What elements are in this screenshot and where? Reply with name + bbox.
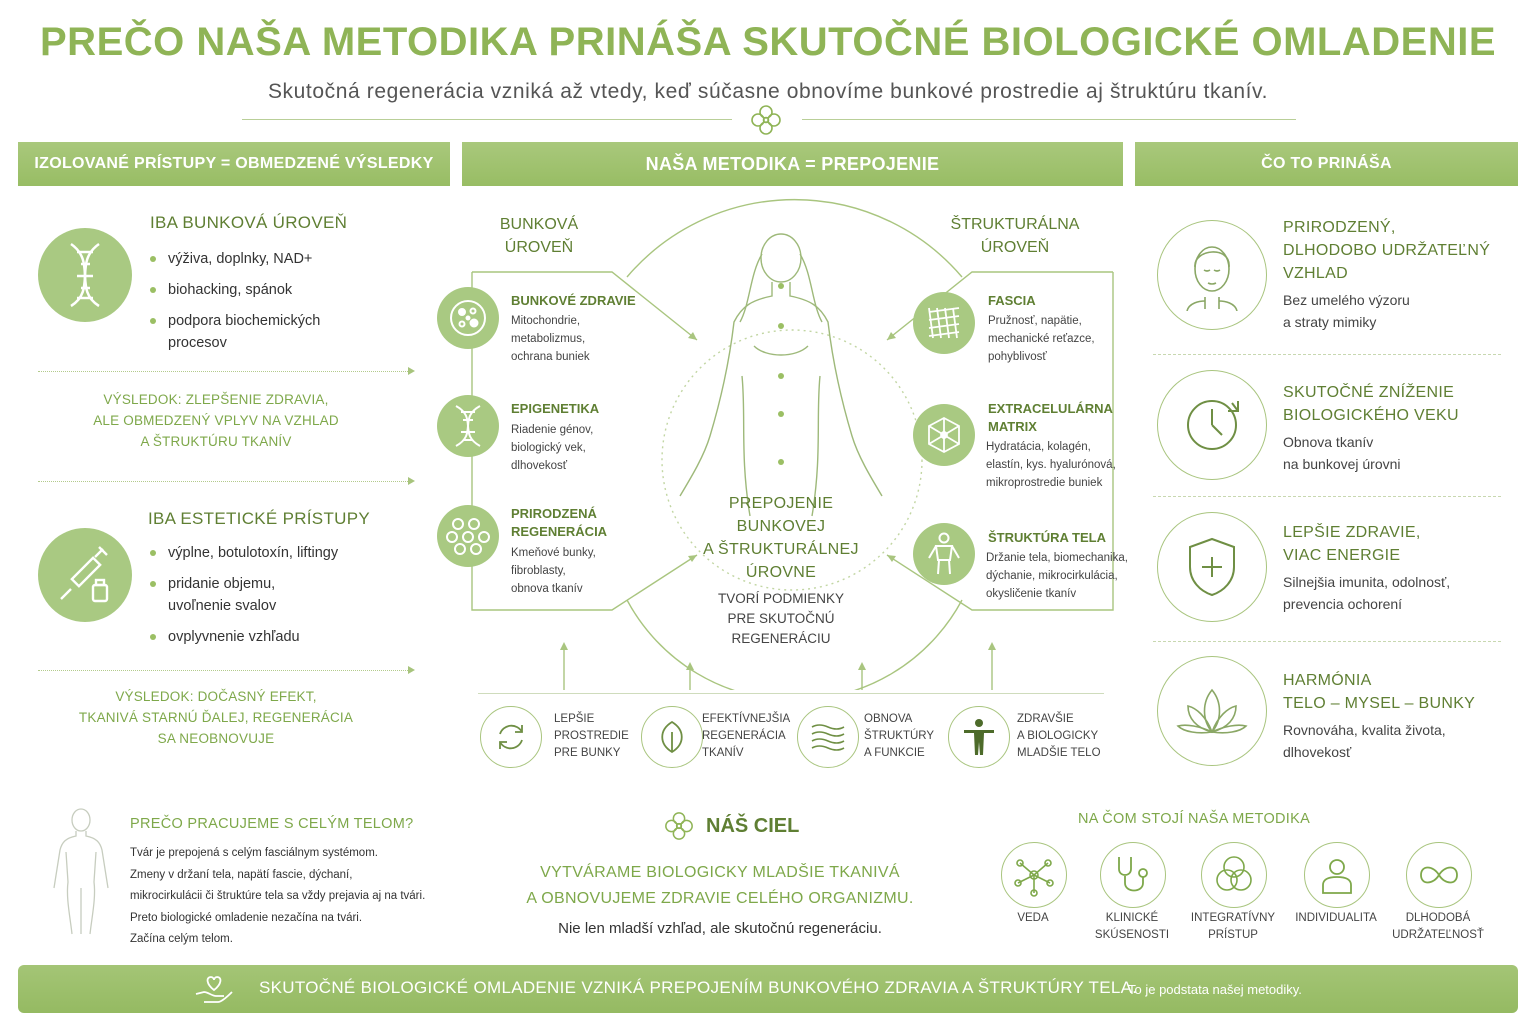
list-item: podpora biochemických procesov <box>148 310 358 354</box>
goal-text: Nie len mladší vzhľad, ale skutočnú regeneráciu. <box>558 920 882 937</box>
whole-body-text: Tvár je prepojená s celým fasciálnym systémom. Zmeny v držaní tela, napätí fascie, dýchaní, mikrocirkulácii či štruktúre tela sa vždy prejavia aj na tvári. Preto biologické omladenie nezačína na tvári. Začína celým telom. <box>130 847 426 945</box>
list-item: ovplyvnenie vzhľadu <box>148 626 388 648</box>
divider-left <box>242 119 732 120</box>
aesthetic-only-result: VÝSLEDOK: DOČASNÝ EFEKT, TKANIVÁ STARNÚ ĎALEJ, REGENERÁCIA SA NEOBNOVUJE <box>78 689 354 746</box>
arrow-right-icon <box>408 666 415 674</box>
column-header-isolated: IZOLOVANÉ PRÍSTUPY = OBMEDZENÉ VÝSLEDKY <box>18 142 450 186</box>
leaf-icon <box>641 706 703 768</box>
pillars-title: NA ČOM STOJÍ NAŠA METODIKA <box>1078 811 1311 827</box>
aesthetic-only-list <box>148 542 388 657</box>
cell-only-result: VÝSLEDOK: ZLEPŠENIE ZDRAVIA, ALE OBMEDZENÝ VPLYV NA VZHLAD A ŠTRUKTÚRU TKANÍV <box>93 392 339 449</box>
molecule-icon <box>1001 842 1067 908</box>
pillar-label: DLHODOBÁ UDRŽATEĽNOSŤ <box>1392 912 1484 941</box>
benefit-item: EFEKTÍVNEJŠIA REGENERÁCIA TKANÍV <box>702 713 791 759</box>
list-item: pridanie objemu, uvoľnenie svalov <box>148 573 328 617</box>
list-item: výživa, doplnky, NAD+ <box>148 248 388 270</box>
struct-item-text: Hydratácia, kolagén, elastín, kys. hyalurónová, mikroprostredie buniek <box>986 441 1116 489</box>
cells-icon <box>437 287 499 349</box>
benefit-item: OBNOVA ŠTRUKTÚRY A FUNKCIE <box>864 713 935 759</box>
cycle-icon <box>480 706 542 768</box>
heart-hand-icon <box>194 974 234 1009</box>
pillar-label: VEDA <box>1017 912 1049 924</box>
goal-lines: VYTVÁRAME BIOLOGICKY MLADŠIE TKANIVÁ A OBNOVUJEME ZDRAVIE CELÉHO ORGANIZMU. <box>526 864 914 907</box>
infinity-icon <box>1406 842 1472 908</box>
pillar-label: INTEGRATÍVNY PRÍSTUP <box>1190 912 1276 941</box>
benefit-text: Obnova tkanív na bunkovej úrovni <box>1283 434 1401 472</box>
cell-only-list <box>148 248 388 363</box>
footer-main-text: SKUTOČNÉ BIOLOGICKÉ OMLADENIE VZNIKÁ PREPOJENÍM BUNKOVÉHO ZDRAVIA A ŠTRUKTÚRY TELA. <box>259 978 1138 997</box>
benefit-text: Rovnováha, kvalita života, dlhovekosť <box>1283 722 1446 760</box>
page-title: PREČO NAŠA METODIKA PRINÁŠA SKUTOČNÉ BIOLOGICKÉ OMLADENIE <box>40 20 1496 64</box>
divider-right <box>802 119 1296 120</box>
cell-item-text: Kmeňové bunky, fibroblasty, obnova tkanív <box>511 547 596 595</box>
separator <box>1153 354 1501 355</box>
cell-item-text: Mitochondrie, metabolizmus, ochrana buniek <box>511 315 590 363</box>
connection-title: PREPOJENIE BUNKOVEJ A ŠTRUKTURÁLNEJ ÚROVNE <box>703 495 859 581</box>
pillar-label: KLINICKÉ SKÚSENOSTI <box>1094 912 1170 941</box>
struct-item-text: Držanie tela, biomechanika, dýchanie, mikrocirkulácia, okysličenie tkanív <box>986 552 1128 600</box>
benefits-divider <box>478 693 1104 694</box>
stethoscope-icon <box>1100 842 1166 908</box>
venn-icon <box>1201 842 1267 908</box>
separator <box>1153 496 1501 497</box>
benefit-item: LEPŠIE PROSTREDIE PRE BUNKY <box>554 713 629 759</box>
struct-item-title: FASCIA <box>988 293 1036 308</box>
female-body-figure-icon <box>670 226 892 526</box>
human-body-outline-icon <box>48 808 114 936</box>
benefit-title: LEPŠIE ZDRAVIE, VIAC ENERGIE <box>1283 524 1421 564</box>
benefit-title: PRIRODZENÝ, DLHODOBO UDRŽATEĽNÝ VZHLAD <box>1283 219 1491 282</box>
cell-item-title: PRIRODZENÁ REGENERÁCIA <box>511 506 608 539</box>
pillar-label: INDIVIDUALITA <box>1295 912 1377 924</box>
structural-level-title: ŠTRUKTURÁLNA ÚROVEŇ <box>950 216 1080 256</box>
dna-icon <box>38 228 132 322</box>
waves-icon <box>797 706 859 768</box>
cell-level-title: BUNKOVÁ ÚROVEŇ <box>499 216 579 256</box>
dna-icon <box>437 395 499 457</box>
stem-cells-icon <box>437 505 499 567</box>
fascia-mesh-icon <box>913 292 975 354</box>
separator <box>1153 641 1501 642</box>
whole-body-title: PREČO PRACUJEME S CELÝM TELOM? <box>130 816 414 832</box>
benefit-item: ZDRAVŠIE A BIOLOGICKY MLADŠIE TELO <box>1017 713 1101 759</box>
user-icon <box>1304 842 1370 908</box>
page-subtitle: Skutočná regenerácia vzniká až vtedy, keď súčasne obnovíme bunkové prostredie aj štruktúru tkanív. <box>267 80 1269 103</box>
cell-item-title: BUNKOVÉ ZDRAVIE <box>511 293 636 308</box>
cell-item-text: Riadenie génov, biologický vek, dlhovekosť <box>511 424 594 472</box>
list-item: biohacking, spánok <box>148 279 388 301</box>
lotus-icon <box>1157 656 1267 766</box>
benefit-title: HARMÓNIA TELO – MYSEL – BUNKY <box>1283 672 1476 712</box>
cell-only-title: IBA BUNKOVÁ ÚROVEŇ <box>150 213 348 232</box>
aesthetic-only-title: IBA ESTETICKÉ PRÍSTUPY <box>148 509 370 528</box>
person-icon <box>948 706 1010 768</box>
shield-icon <box>1157 512 1267 622</box>
dotted-arrow-line <box>38 481 408 482</box>
benefit-title: SKUTOČNÉ ZNÍŽENIE BIOLOGICKÉHO VEKU <box>1283 384 1459 424</box>
column-header-benefits: ČO TO PRINÁŠA <box>1135 142 1518 186</box>
connection-text: TVORÍ PODMIENKY PRE SKUTOČNÚ REGENERÁCIU <box>717 591 844 646</box>
flower-ornament-icon <box>662 810 696 847</box>
benefit-text: Silnejšia imunita, odolnosť, prevencia ochorení <box>1283 574 1451 612</box>
clock-icon <box>1157 370 1267 480</box>
list-item: výplne, botulotoxín, liftingy <box>148 542 388 564</box>
struct-item-text: Pružnosť, napätie, mechanické reťazce, pohyblivosť <box>988 315 1095 363</box>
footer-side-text: To je podstata našej metodiky. <box>1128 982 1302 997</box>
arrow-right-icon <box>408 367 415 375</box>
arrow-right-icon <box>408 477 415 485</box>
benefit-text: Bez umelého výzoru a straty mimiky <box>1283 292 1410 330</box>
face-icon <box>1157 220 1267 330</box>
dotted-arrow-line <box>38 670 408 671</box>
column-header-method: NAŠA METODIKA = PREPOJENIE <box>462 142 1123 186</box>
cell-item-title: EPIGENETIKA <box>511 401 600 416</box>
flower-ornament-icon <box>748 103 784 142</box>
matrix-icon <box>913 404 975 466</box>
body-structure-icon <box>913 523 975 585</box>
dotted-arrow-line <box>38 371 408 372</box>
goal-title: NÁŠ CIEL <box>706 815 800 837</box>
syringe-icon <box>38 528 132 622</box>
struct-item-title: ŠTRUKTÚRA TELA <box>988 530 1106 545</box>
struct-item-title: EXTRACELULÁRNA MATRIX <box>988 401 1113 434</box>
